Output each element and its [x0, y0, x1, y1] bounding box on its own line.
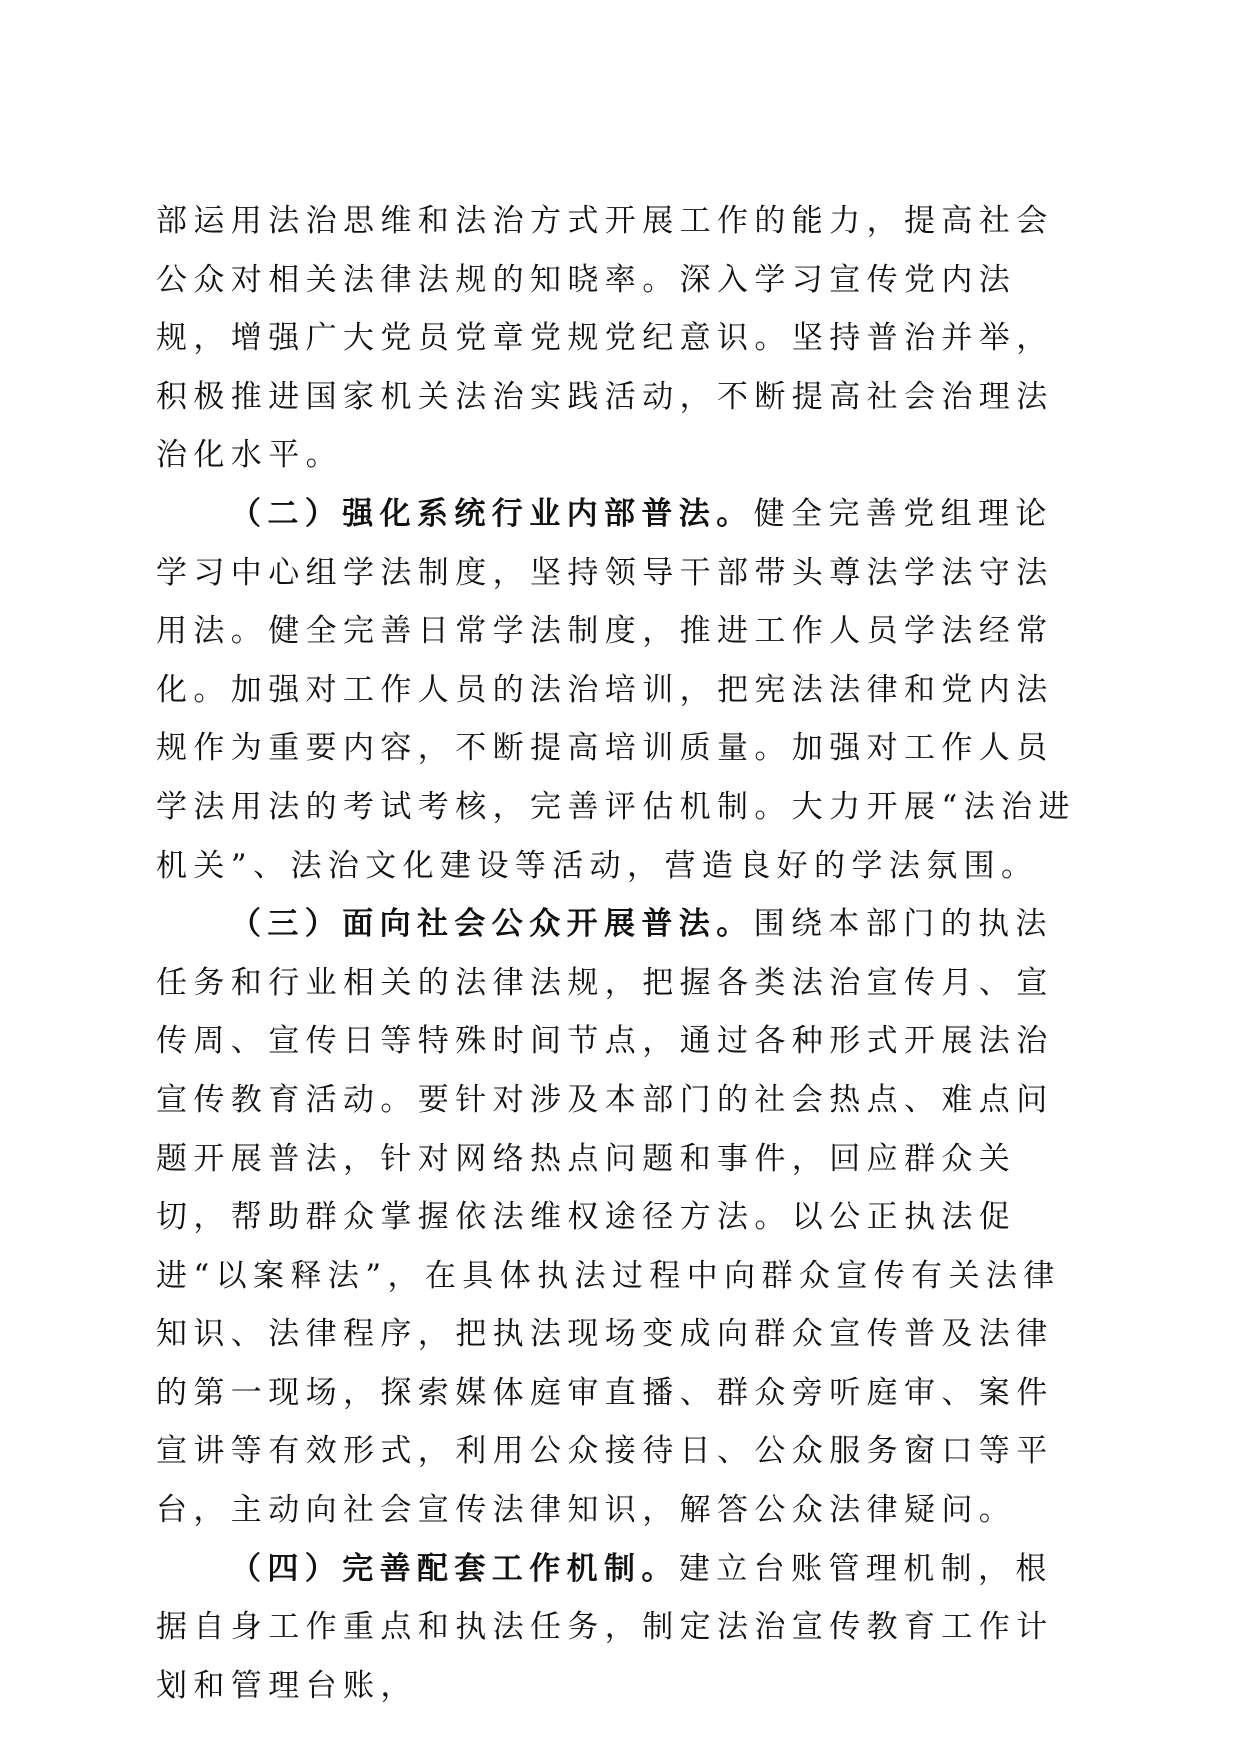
paragraph-continuation [156, 192, 1076, 485]
document-body [156, 192, 1076, 1715]
paragraph-section-3 [156, 895, 1076, 1540]
paragraph-body: 部运用法治思维和法治方式开展工作的能力，提高社会公众对相关法律法规的知晓率。深入学习宣传党内法规，增强广大党员党章党规党纪意识。坚持普治并举，积极推进国家机关法治实践活动，不断提高社会治理法治化水平。 [156, 203, 1054, 474]
paragraph-section-2 [156, 485, 1076, 895]
paragraph-body: 围绕本部门的执法任务和行业相关的法律法规，把握各类法治宣传月、宣传周、宣传日等特殊时间节点，通过各种形式开展法治宣传教育活动。要针对涉及本部门的社会热点、难点问题开展普法，针对网络热点问题和事件，回应群众关切，帮助群众掌握依法维权途径方法。以公正执法促进“以案释法”，在具体执法过程中向群众宣传有关法律知识、法律程序，把执法现场变成向群众宣传普及法律的第一现场，探索媒体庭审直播、群众旁听庭审、案件宣讲等有效形式，利用公众接待日、公众服务窗口等平台，主动向社会宣传法律知识，解答公众法律疑问。 [156, 906, 1061, 1529]
paragraph-body: 建立台账管理机制，根据自身工作重点和执法任务，制定法治宣传教育工作计划和管理台账， [156, 1550, 1054, 1704]
paragraph-section-4 [156, 1540, 1076, 1716]
paragraph-body: 健全完善党组理论学习中心组学法制度，坚持领导干部带头尊法学法守法用法。健全完善日常学法制度，推进工作人员学法经常化。加强对工作人员的法治培训，把宪法法律和党内法规作为重要内容，不断提高培训质量。加强对工作人员学法用法的考试考核，完善评估机制。大力开展“法治进机关”、法治文化建设等活动，营造良好的学法氛围。 [156, 495, 1076, 884]
section-heading: （二）强化系统行业内部普法。 [230, 495, 754, 532]
section-heading: （三）面向社会公众开展普法。 [230, 906, 754, 943]
section-heading: （四）完善配套工作机制。 [230, 1550, 679, 1587]
